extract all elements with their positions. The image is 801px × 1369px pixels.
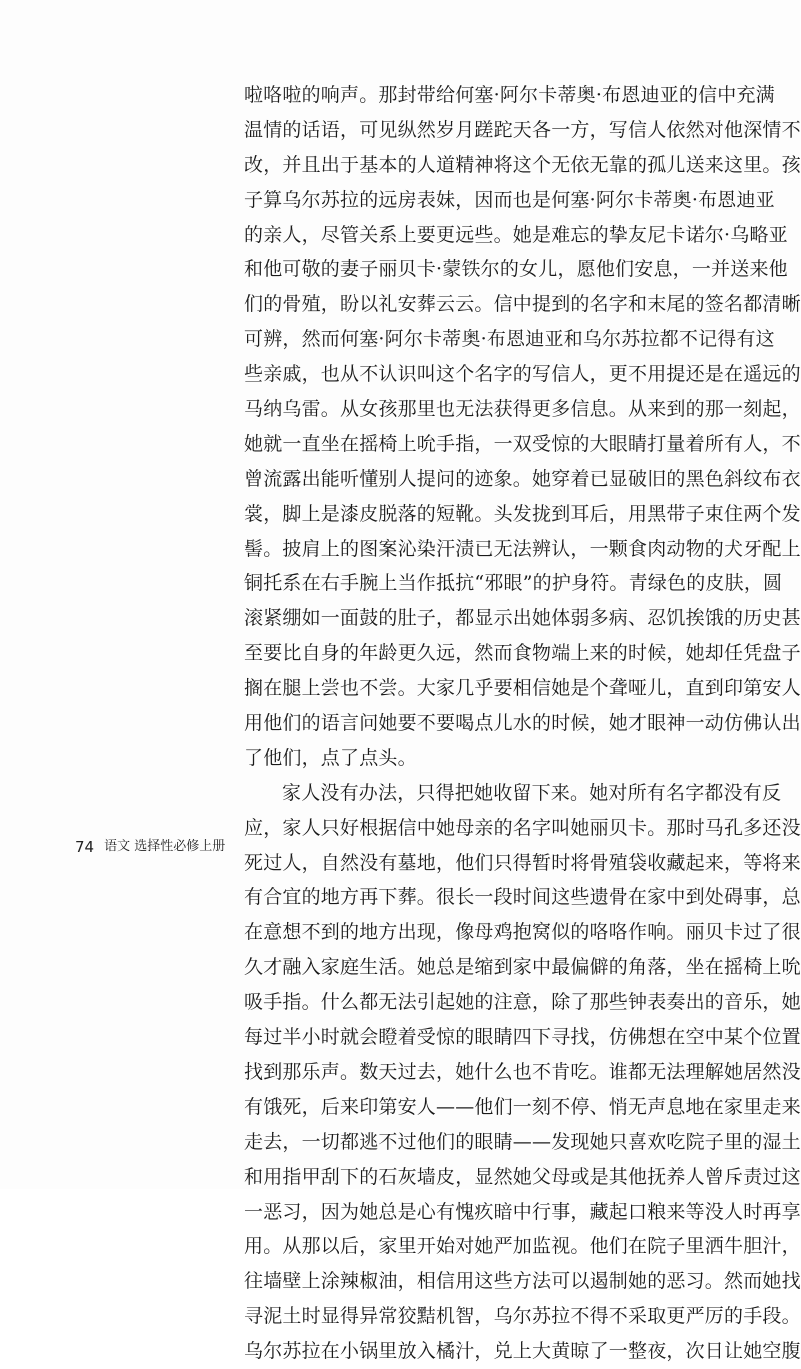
text-line: 和他可敬的妻子丽贝卡·蒙铁尔的女儿，愿他们安息，一并送来他 (244, 258, 788, 281)
text-line: 在意想不到的地方出现，像母鸡抱窝似的咯咯作响。丽贝卡过了很 (244, 921, 801, 944)
text-line: 久才融入家庭生活。她总是缩到家中最偏僻的角落，坐在摇椅上吮 (244, 956, 801, 979)
text-line: 裳，脚上是漆皮脱落的短靴。头发拢到耳后，用黑带子束住两个发 (244, 502, 801, 525)
text-line: 她就一直坐在摇椅上吮手指，一双受惊的大眼睛打量着所有人，不 (244, 432, 801, 455)
text-line: 一恶习，因为她总是心有愧疚暗中行事，藏起口粮来等没人时再享 (244, 1200, 801, 1223)
text-line: 找到那乐声。数天过去，她什么也不肯吃。谁都无法理解她居然没 (244, 1060, 801, 1083)
text-line: 至要比自身的年龄更久远，然而食物端上来的时候，她却任凭盘子 (244, 642, 801, 665)
page-number: 74 (75, 838, 95, 856)
text-line: 用他们的语言问她要不要喝点儿水的时候，她才眼神一动仿佛认出 (244, 712, 801, 735)
text-line: 的亲人，尽管关系上要更远些。她是难忘的挚友尼卡诺尔·乌略亚 (244, 223, 788, 246)
text-line: 温情的话语，可见纵然岁月蹉跎天各一方，写信人依然对他深情不 (244, 118, 801, 141)
text-line: 髻。披肩上的图案沁染汗渍已无法辨认，一颗食肉动物的犬牙配上 (244, 537, 801, 560)
body-text (244, 78, 801, 1369)
text-line: 每过半小时就会瞪着受惊的眼睛四下寻找，仿佛想在空中某个位置 (244, 1026, 801, 1049)
text-line: 用。从那以后，家里开始对她严加监视。他们在院子里洒牛胆汁， (244, 1235, 801, 1258)
book-title: 语文 选择性必修上册 (104, 839, 226, 854)
text-line: 曾流露出能听懂别人提问的迹象。她穿着已显破旧的黑色斜纹布衣 (244, 467, 801, 490)
text-line: 往墙壁上涂辣椒油，相信用这些方法可以遏制她的恶习。然而她找 (244, 1270, 801, 1293)
text-line: 些亲戚，也从不认识叫这个名字的写信人，更不用提还是在遥远的 (244, 363, 801, 386)
text-line: 走去，一切都逃不过他们的眼睛——发现她只喜欢吃院子里的湿土 (244, 1130, 801, 1153)
text-line: 了他们，点了点头。 (244, 746, 417, 769)
text-line: 改，并且出于基本的人道精神将这个无依无靠的孤儿送来这里。孩 (244, 153, 801, 176)
text-line: 乌尔苏拉在小锅里放入橘汁，兑上大黄晾了一整夜，次日让她空腹 (244, 1340, 801, 1363)
text-line: 寻泥土时显得异常狡黠机智，乌尔苏拉不得不采取更严厉的手段。 (244, 1305, 801, 1328)
text-line: 可辨，然而何塞·阿尔卡蒂奥·布恩迪亚和乌尔苏拉都不记得有这 (244, 328, 775, 351)
text-line: 滚紧绷如一面鼓的肚子，都显示出她体弱多病、忍饥挨饿的历史甚 (244, 607, 801, 630)
text-line: 家人没有办法，只得把她收留下来。她对所有名字都没有反 (282, 781, 782, 804)
text-line: 死过人，自然没有墓地，他们只得暂时将骨殖袋收藏起来，等将来 (244, 851, 801, 874)
text-line: 子算乌尔苏拉的远房表妹，因而也是何塞·阿尔卡蒂奥·布恩迪亚 (244, 188, 775, 211)
text-line: 有饿死，后来印第安人——他们一刻不停、悄无声息地在家里走来 (244, 1095, 801, 1118)
text-line: 吸手指。什么都无法引起她的注意，除了那些钟表奏出的音乐，她 (244, 991, 801, 1014)
text-line: 和用指甲刮下的石灰墙皮，显然她父母或是其他抚养人曾斥责过这 (244, 1165, 801, 1188)
text-line: 搁在腿上尝也不尝。大家几乎要相信她是个聋哑儿，直到印第安人 (244, 677, 801, 700)
text-line: 们的骨殖，盼以礼安葬云云。信中提到的名字和末尾的签名都清晰 (244, 293, 801, 316)
page-footer (75, 836, 225, 858)
text-line: 应，家人只好根据信中她母亲的名字叫她丽贝卡。那时马孔多还没 (244, 816, 801, 839)
text-line: 马纳乌雷。从女孩那里也无法获得更多信息。从来到的那一刻起， (244, 398, 801, 421)
text-line: 有合宜的地方再下葬。很长一段时间这些遗骨在家中到处碍事，总 (244, 886, 801, 909)
text-line: 啦咯啦的响声。那封带给何塞·阿尔卡蒂奥·布恩迪亚的信中充满 (244, 84, 775, 106)
text-line: 铜托系在右手腕上当作抵抗“邪眼”的护身符。青绿色的皮肤，圆 (244, 572, 783, 595)
